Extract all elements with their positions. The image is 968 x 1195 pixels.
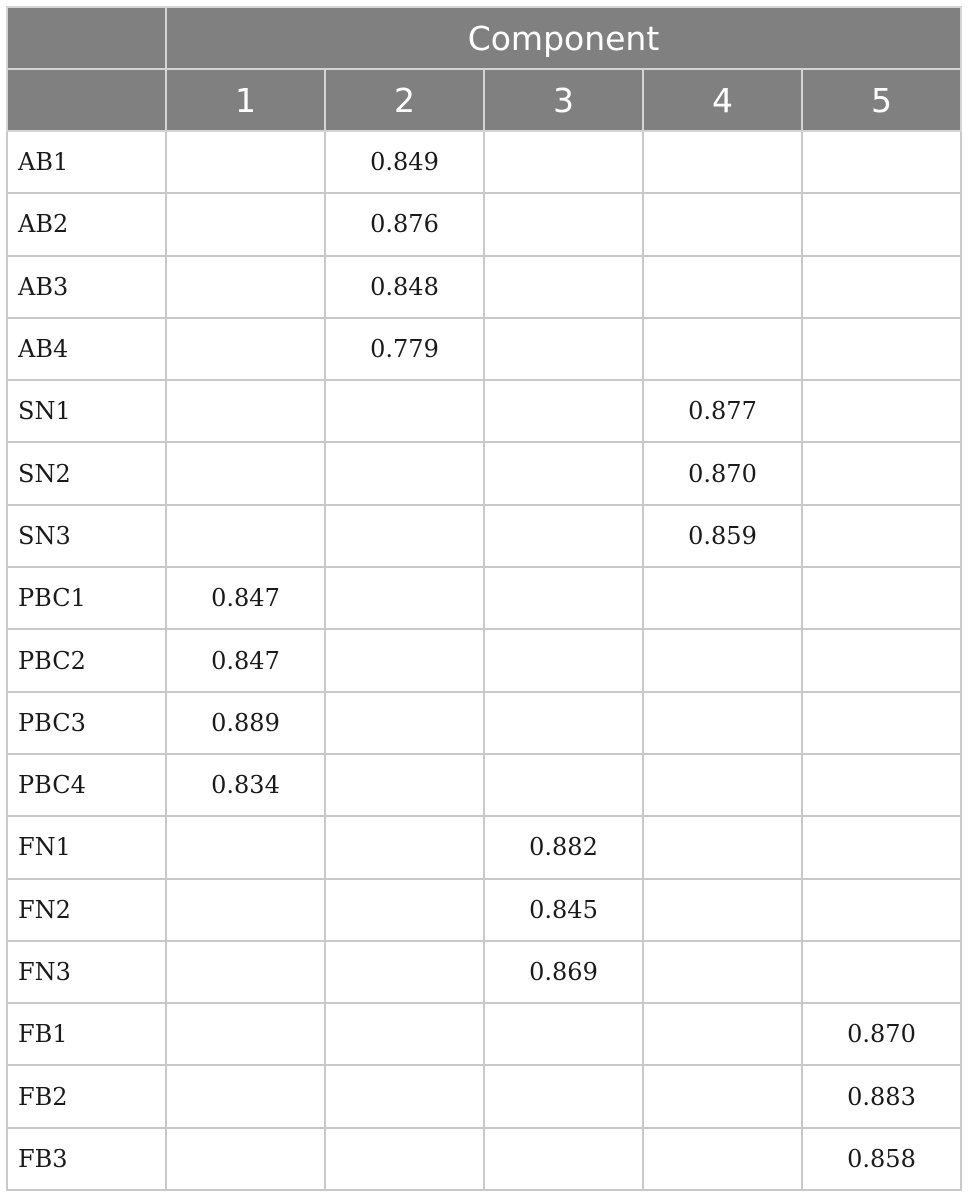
loading-cell-component-2: 0.849	[325, 131, 484, 193]
loading-cell-component-1	[166, 256, 325, 318]
loading-cell-component-5	[802, 318, 961, 380]
loading-cell-component-1	[166, 879, 325, 941]
loading-cell-component-1	[166, 442, 325, 504]
loading-cell-component-3	[484, 567, 643, 629]
loading-cell-component-3	[484, 131, 643, 193]
column-header-3: 3	[484, 69, 643, 131]
loading-cell-component-2	[325, 879, 484, 941]
table-row	[7, 193, 961, 255]
loading-cell-component-1: 0.834	[166, 754, 325, 816]
loading-cell-component-5	[802, 692, 961, 754]
loading-cell-component-5	[802, 879, 961, 941]
loading-cell-component-4	[643, 1128, 802, 1190]
loading-cell-component-2: 0.779	[325, 318, 484, 380]
loading-cell-component-3	[484, 442, 643, 504]
row-label: FB3	[7, 1128, 166, 1190]
loading-cell-component-3	[484, 256, 643, 318]
column-header-2: 2	[325, 69, 484, 131]
loading-cell-component-4	[643, 318, 802, 380]
loading-cell-component-4	[643, 816, 802, 878]
loading-cell-component-3	[484, 754, 643, 816]
loading-cell-component-4	[643, 1003, 802, 1065]
row-label: AB1	[7, 131, 166, 193]
loading-cell-component-5	[802, 941, 961, 1003]
loading-cell-component-2	[325, 442, 484, 504]
loading-cell-component-4	[643, 629, 802, 691]
loading-cell-component-4	[643, 193, 802, 255]
loading-cell-component-3	[484, 380, 643, 442]
header-row-group	[7, 7, 961, 69]
table-row	[7, 879, 961, 941]
table-row	[7, 256, 961, 318]
row-label: SN3	[7, 505, 166, 567]
loading-cell-component-1	[166, 1065, 325, 1127]
loading-cell-component-2	[325, 692, 484, 754]
header-corner-top	[7, 7, 166, 69]
loading-cell-component-3	[484, 1065, 643, 1127]
row-label: AB2	[7, 193, 166, 255]
loading-cell-component-1	[166, 816, 325, 878]
loading-cell-component-2	[325, 1065, 484, 1127]
table-row	[7, 131, 961, 193]
loading-cell-component-2: 0.876	[325, 193, 484, 255]
header-row-columns	[7, 69, 961, 131]
loading-cell-component-5	[802, 380, 961, 442]
loading-cell-component-3	[484, 1003, 643, 1065]
component-loadings-table	[6, 6, 962, 1191]
header-corner-bottom	[7, 69, 166, 131]
component-group-header: Component	[166, 7, 961, 69]
loading-cell-component-1	[166, 1003, 325, 1065]
loading-cell-component-2	[325, 505, 484, 567]
loading-cell-component-4	[643, 879, 802, 941]
loading-cell-component-2	[325, 941, 484, 1003]
row-label: PBC3	[7, 692, 166, 754]
table-row	[7, 1065, 961, 1127]
loading-cell-component-2	[325, 816, 484, 878]
row-label: PBC4	[7, 754, 166, 816]
loading-cell-component-1: 0.889	[166, 692, 325, 754]
loading-cell-component-1	[166, 380, 325, 442]
table-row	[7, 816, 961, 878]
loading-cell-component-4	[643, 256, 802, 318]
loading-cell-component-5: 0.870	[802, 1003, 961, 1065]
row-label: FN3	[7, 941, 166, 1003]
table-row	[7, 505, 961, 567]
loading-cell-component-2	[325, 567, 484, 629]
loading-cell-component-2	[325, 629, 484, 691]
loading-cell-component-4	[643, 754, 802, 816]
table-row	[7, 318, 961, 380]
row-label: AB3	[7, 256, 166, 318]
loading-cell-component-5	[802, 567, 961, 629]
loading-cell-component-3	[484, 692, 643, 754]
row-label: SN1	[7, 380, 166, 442]
table-row	[7, 567, 961, 629]
loading-cell-component-4: 0.877	[643, 380, 802, 442]
loading-cell-component-3: 0.882	[484, 816, 643, 878]
loading-cell-component-3	[484, 318, 643, 380]
row-label: FB1	[7, 1003, 166, 1065]
loading-cell-component-3	[484, 193, 643, 255]
loading-cell-component-2: 0.848	[325, 256, 484, 318]
loading-cell-component-4: 0.859	[643, 505, 802, 567]
loading-cell-component-1	[166, 941, 325, 1003]
column-header-1: 1	[166, 69, 325, 131]
loading-cell-component-5: 0.858	[802, 1128, 961, 1190]
loading-cell-component-1	[166, 505, 325, 567]
row-label: AB4	[7, 318, 166, 380]
row-label: PBC2	[7, 629, 166, 691]
loading-cell-component-5	[802, 754, 961, 816]
table-row	[7, 1003, 961, 1065]
loading-cell-component-5	[802, 816, 961, 878]
table-row	[7, 692, 961, 754]
loading-cell-component-5	[802, 442, 961, 504]
loading-cell-component-2	[325, 754, 484, 816]
row-label: PBC1	[7, 567, 166, 629]
loading-cell-component-2	[325, 380, 484, 442]
loading-cell-component-3	[484, 1128, 643, 1190]
loading-cell-component-1	[166, 318, 325, 380]
loading-cell-component-5	[802, 131, 961, 193]
loading-cell-component-1	[166, 1128, 325, 1190]
column-header-5: 5	[802, 69, 961, 131]
loading-cell-component-4	[643, 1065, 802, 1127]
table-row	[7, 442, 961, 504]
loading-cell-component-3: 0.845	[484, 879, 643, 941]
row-label: SN2	[7, 442, 166, 504]
loading-cell-component-4: 0.870	[643, 442, 802, 504]
loading-cell-component-1	[166, 131, 325, 193]
table-row	[7, 1128, 961, 1190]
loading-cell-component-1: 0.847	[166, 629, 325, 691]
table-header	[7, 7, 961, 131]
table-body	[7, 131, 961, 1190]
table-row	[7, 380, 961, 442]
loading-cell-component-2	[325, 1128, 484, 1190]
loading-cell-component-4	[643, 692, 802, 754]
row-label: FB2	[7, 1065, 166, 1127]
loading-cell-component-2	[325, 1003, 484, 1065]
row-label: FN2	[7, 879, 166, 941]
loading-cell-component-3	[484, 505, 643, 567]
table-row	[7, 629, 961, 691]
loading-cell-component-3: 0.869	[484, 941, 643, 1003]
loading-cell-component-5	[802, 505, 961, 567]
loading-cell-component-4	[643, 567, 802, 629]
loading-cell-component-4	[643, 941, 802, 1003]
loading-cell-component-5	[802, 193, 961, 255]
loading-cell-component-5	[802, 256, 961, 318]
column-header-4: 4	[643, 69, 802, 131]
loading-cell-component-5	[802, 629, 961, 691]
loading-cell-component-1: 0.847	[166, 567, 325, 629]
loading-cell-component-4	[643, 131, 802, 193]
loading-cell-component-5: 0.883	[802, 1065, 961, 1127]
table-row	[7, 941, 961, 1003]
row-label: FN1	[7, 816, 166, 878]
loading-cell-component-3	[484, 629, 643, 691]
table-row	[7, 754, 961, 816]
loading-cell-component-1	[166, 193, 325, 255]
